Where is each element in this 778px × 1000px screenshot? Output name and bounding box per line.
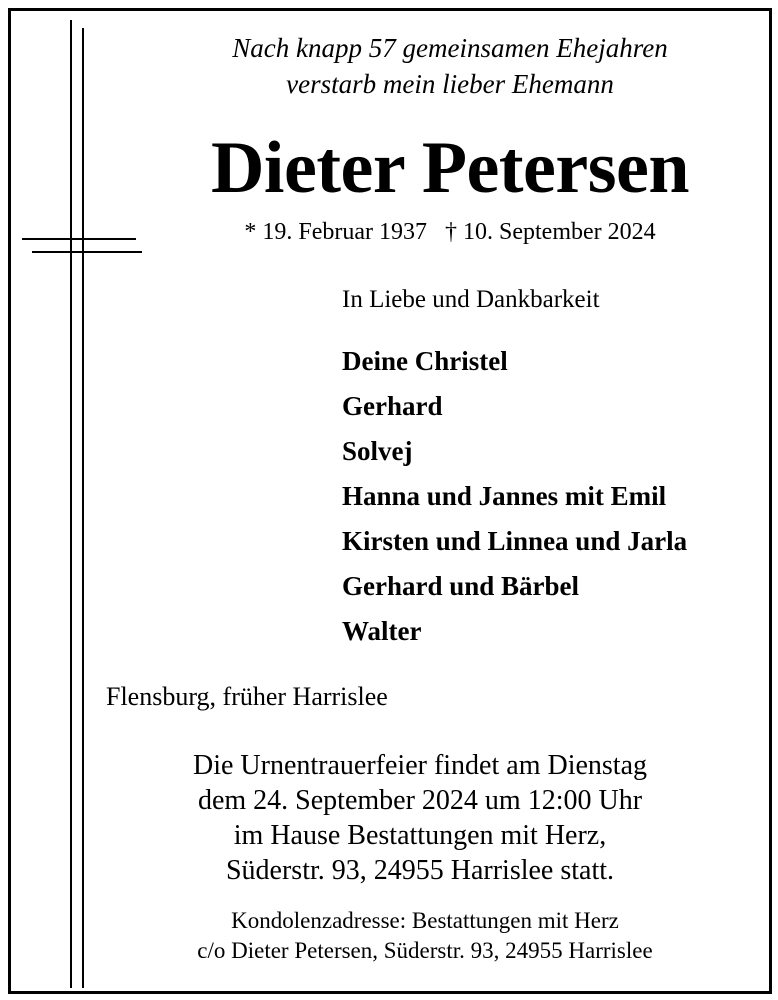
location-text: Flensburg, früher Harrislee xyxy=(106,682,388,711)
mourner-name: Hanna und Jannes mit Emil xyxy=(342,481,667,511)
condolence-line: Kondolenzadresse: Bestattungen mit Herz xyxy=(231,908,619,933)
intro-text xyxy=(140,30,760,102)
intro-line: Nach knapp 57 gemeinsamen Ehejahren xyxy=(232,33,668,63)
mourner-name: Kirsten und Linnea und Jarla xyxy=(342,526,688,556)
condolence-line: c/o Dieter Petersen, Süderstr. 93, 24955 Harrislee xyxy=(197,938,653,963)
mourner-name: Deine Christel xyxy=(342,346,508,376)
ceremony-line: Die Urnentrauerfeier findet am Dienstag xyxy=(192,750,647,781)
mourners-list xyxy=(342,343,687,658)
death-date: † 10. September 2024 xyxy=(445,219,656,245)
ceremony-line: im Hause Bestattungen mit Herz, xyxy=(233,820,607,851)
cross-vertical-line xyxy=(82,28,84,988)
ceremony-line: dem 24. September 2024 um 12:00 Uhr xyxy=(197,785,643,816)
deceased-name: Dieter Petersen xyxy=(210,127,690,209)
dedication-text: In Liebe und Dankbarkeit xyxy=(342,286,600,313)
cross-vertical-line xyxy=(70,20,72,988)
cross-horizontal-line xyxy=(22,238,136,240)
mourner-name: Gerhard und Bärbel xyxy=(342,571,580,601)
ceremony-line: Süderstr. 93, 24955 Harrislee statt. xyxy=(225,855,615,886)
ceremony-notice xyxy=(140,748,700,888)
cross-horizontal-line xyxy=(32,251,142,253)
condolence-address xyxy=(110,906,740,966)
life-dates xyxy=(140,216,760,248)
mourner-name: Solvej xyxy=(342,436,413,466)
intro-line: verstarb mein lieber Ehemann xyxy=(286,69,614,99)
mourner-name: Walter xyxy=(342,616,422,646)
birth-date: * 19. Februar 1937 xyxy=(244,219,427,245)
mourner-name: Gerhard xyxy=(342,391,443,421)
